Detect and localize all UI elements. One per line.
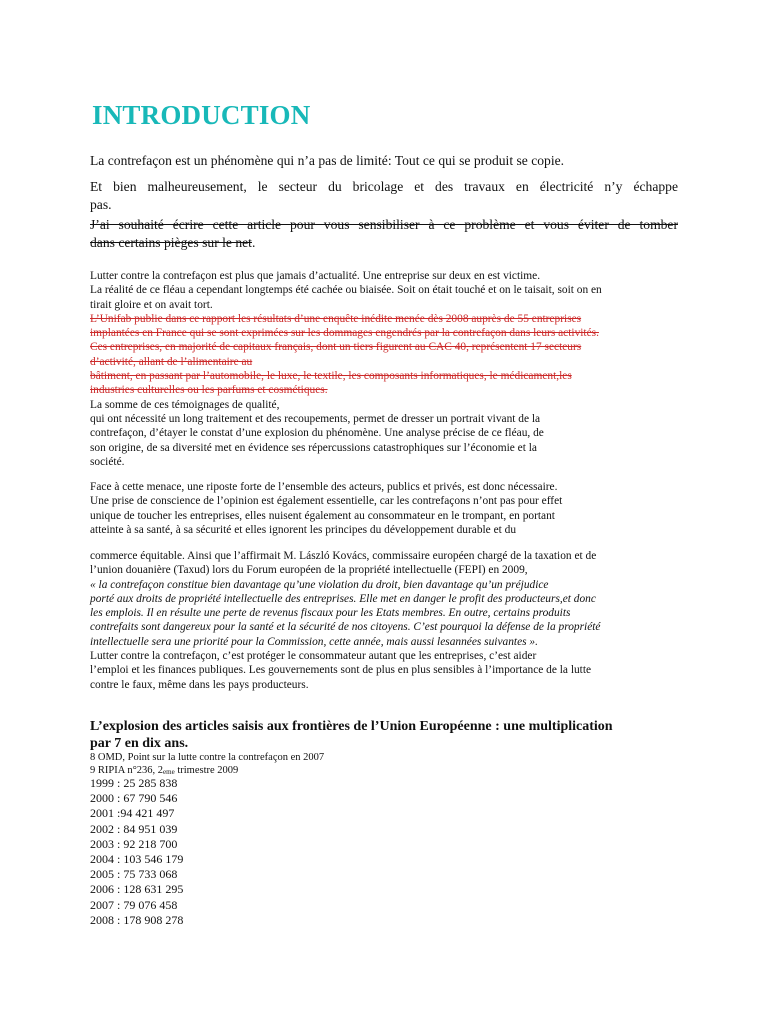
seizure-year-item: 2005 : 75 733 068 xyxy=(90,867,178,882)
body-block-2 xyxy=(90,480,562,537)
intro-struck-text-b: dans certains pièges sur le net xyxy=(90,235,252,250)
seizure-year-item: 2001 :94 421 497 xyxy=(90,806,175,821)
section-heading-line-1: L’explosion des articles saisis aux frontières de l’Union Européenne : une multiplication xyxy=(90,719,613,734)
quote-line: porté aux droits de propriété intellectuelle des entreprises. Elle met en danger le profit des producteurs,et donc xyxy=(90,592,596,605)
seizure-year-item: 2003 : 92 218 700 xyxy=(90,836,178,851)
body-line: atteinte à sa santé, à sa sécurité et elles ignorent les principes du développement durable et du xyxy=(90,523,517,536)
quote-block xyxy=(90,578,601,649)
quote-line: « la contrefaçon constitue bien davantage qu’une violation du droit, bien davantage qu’un préjudice xyxy=(90,578,549,591)
footnote-8: 8 OMD, Point sur la lutte contre la contrefaçon en 2007 xyxy=(90,752,325,763)
intro-paragraph-2 xyxy=(90,178,678,214)
footnote-9-text-end: trimestre 2009 xyxy=(174,764,239,776)
body-line: société. xyxy=(90,455,125,468)
quote-line: les emplois. Il en résulte une perte de revenus fiscaux pour les Etats membres. En outre, certains produits xyxy=(90,607,571,620)
seizure-year-item: 2002 : 84 951 039 xyxy=(90,821,178,836)
intro-struck-text-a: J’ai souhaité écrire cette article pour vous sensibiliser à ce problème et vous éviter de tomber xyxy=(90,217,678,232)
body-line: l’union douanière (Taxud) lors du Forum européen de la propriété intellectuelle (FEPI) en 2009, xyxy=(90,564,528,577)
intro-paragraph-3 xyxy=(90,216,678,252)
section-heading-line-2: par 7 en dix ans. xyxy=(90,736,189,751)
seizure-year-item: 2004 : 103 546 179 xyxy=(90,852,184,867)
body-line: Face à cette menace, une riposte forte de l’ensemble des acteurs, publics et privés, est donc nécessaire. xyxy=(90,481,558,493)
body-line: Une prise de conscience de l’opinion est également essentielle, car les contrefaçons n’ont pas pour effet xyxy=(90,495,563,508)
seizure-year-item: 2000 : 67 790 546 xyxy=(90,791,178,806)
page-title: INTRODUCTION xyxy=(92,100,311,130)
section-heading xyxy=(90,718,613,752)
body-line: son origine, de sa diversité met en évidence ses répercussions catastrophiques sur l’économie et la xyxy=(90,441,537,454)
footnotes xyxy=(90,752,324,778)
body-line: unique de toucher les entreprises, elles nuisent également au consommateur en le trompant, en portant xyxy=(90,509,555,522)
struck-line: Ces entreprises, en majorité de capitaux français, dont un tiers figurent au CAC 40, représentent 17 secteurs xyxy=(90,341,582,354)
body-block-1 xyxy=(90,269,602,469)
body-line: Lutter contre la contrefaçon est plus que jamais d’actualité. Une entreprise sur deux en est victime. xyxy=(90,270,541,282)
struck-line: bâtiment, en passant par l’automobile, le luxe, le textile, les composants informatiques, le médicament,les xyxy=(90,370,572,383)
quote-line: contrefaits sont dangereux pour la santé et la sécurité de nos citoyens. C’est pourquoi la défense de la propriété xyxy=(90,621,601,634)
intro-text-1: La contrefaçon est un phénomène qui n’a pas de limité: Tout ce qui se produit se copie. xyxy=(90,153,565,168)
seizure-year-item: 2008 : 178 908 278 xyxy=(90,912,184,927)
body-line: commerce équitable. Ainsi que l’affirmait M. László Kovács, commissaire européen chargé de la taxation et de xyxy=(90,550,597,562)
struck-line: L’Unifab publie dans ce rapport les résultats d’une enquête inédite menée dès 2008 auprès de 55 entreprises xyxy=(90,312,582,325)
intro-period: . xyxy=(251,235,256,250)
body-line: tirait gloire et on avait tort. xyxy=(90,298,213,311)
seizure-year-item: 2007 : 79 076 458 xyxy=(90,897,178,912)
struck-line: industries culturelles ou les parfums et cosmétiques. xyxy=(90,384,328,397)
intro-text-2a: Et bien malheureusement, le secteur du bricolage et des travaux en électricité n’y échappe xyxy=(90,179,678,194)
struck-line: d’activité, allant de l’alimentaire au xyxy=(90,355,253,368)
intro-paragraph-1 xyxy=(90,152,678,170)
body-line: contre le faux, même dans les pays producteurs. xyxy=(90,678,309,691)
body-line: La réalité de ce fléau a cependant longtemps été cachée ou biaisée. Soit on était touché et on le taisait, soit on en xyxy=(90,284,602,297)
body-line: La somme de ces témoignages de qualité, xyxy=(90,398,280,411)
footnote-9-text: 9 RIPIA n°236, 2 xyxy=(90,764,164,776)
body-block-3 xyxy=(90,549,601,692)
seizure-year-item: 2006 : 128 631 295 xyxy=(90,882,184,897)
seizures-list xyxy=(90,776,183,928)
struck-line: implantées en France qui se sont exprimées sur les dommages engendrés par la contrefaçon dans leurs activités. xyxy=(90,327,599,340)
body-line: Lutter contre la contrefaçon, c’est protéger le consommateur autant que les entreprises, c’est aider xyxy=(90,650,537,663)
body-line: l’emploi et les finances publiques. Les gouvernements sont de plus en plus sensibles à l’importance de la lutte xyxy=(90,664,592,677)
seizure-year-item: 1999 : 25 285 838 xyxy=(90,776,178,790)
intro-text-2b: pas. xyxy=(90,197,112,212)
quote-line: intellectuelle sera une priorité pour la Commission, cette année, mais aussi lesannées suivantes ». xyxy=(90,635,538,648)
struck-paragraph xyxy=(90,312,602,398)
body-line: qui ont nécessité un long traitement et des recoupements, permet de dresser un portrait vivant de la xyxy=(90,412,541,425)
footnote-9-ordinal: eme xyxy=(163,767,175,776)
body-line: contrefaçon, d’étayer le constat d’une explosion du phénomène. Une analyse précise de ce fléau, de xyxy=(90,427,544,440)
